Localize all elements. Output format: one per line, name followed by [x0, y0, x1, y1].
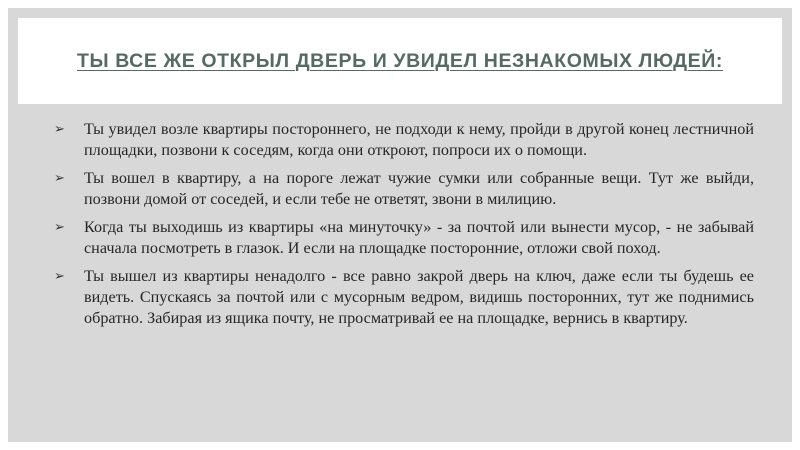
- bullet-text: Ты увидел возле квартиры постороннего, не подходи к нему, пройди в другой конец лестничной площадки, позвони к соседям, когда они откроют, попроси их о помощи.: [84, 120, 754, 159]
- arrow-bullet-icon: ➢: [54, 122, 65, 137]
- bullet-item: [54, 119, 754, 161]
- arrow-bullet-icon: ➢: [54, 269, 65, 284]
- bullet-item: [54, 168, 754, 210]
- bullet-list: [54, 119, 754, 329]
- slide-title: ТЫ ВСЕ ЖЕ ОТКРЫЛ ДВЕРЬ И УВИДЕЛ НЕЗНАКОМЫХ ЛЮДЕЙ:: [77, 49, 723, 72]
- bullet-item: [54, 217, 754, 259]
- bullet-text: Ты вошел в квартиру, а на пороге лежат чужие сумки или собранные вещи. Тут же выйди, позвони домой от соседей, и если тебе не ответят, звони в милицию.: [84, 169, 754, 208]
- bullet-text: Когда ты выходишь из квартиры «на минуточку» - за почтой или вынести мусор, - не забывай сначала посмотреть в глазок. И если на площадке посторонние, отложи свой поход.: [84, 218, 754, 257]
- slide-content: [54, 119, 754, 336]
- arrow-bullet-icon: ➢: [54, 171, 65, 186]
- bullet-text: Ты вышел из квартиры ненадолго - все равно закрой дверь на ключ, даже если ты будешь ее видеть. Спускаясь за почтой или с мусорным ведром, видишь посторонних, тут же поднимись обратно. Забирая из ящика почту, не просматривай ее на площадке, вернись в квартиру.: [84, 267, 754, 327]
- bullet-item: [54, 266, 754, 329]
- title-box: [18, 18, 782, 104]
- arrow-bullet-icon: ➢: [54, 220, 65, 235]
